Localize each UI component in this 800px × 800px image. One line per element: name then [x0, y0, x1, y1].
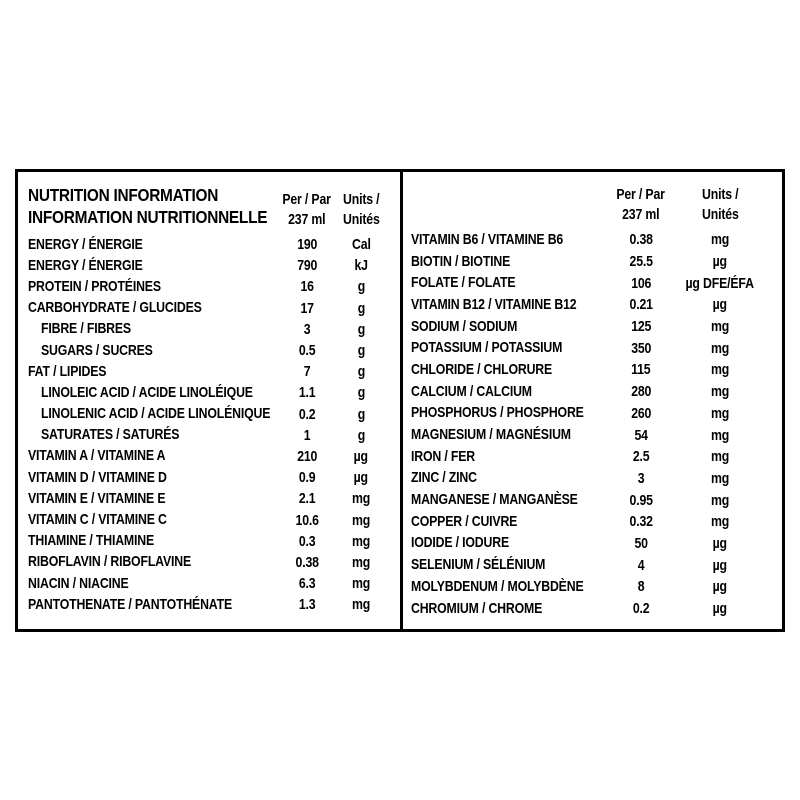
nutrient-row [28, 594, 394, 615]
nutrient-name: VITAMIN D / VITAMINE D [28, 468, 167, 486]
nutrient-unit: g [357, 384, 365, 402]
nutrient-name: VITAMIN C / VITAMINE C [28, 511, 167, 529]
nutrient-unit: mg [710, 404, 730, 422]
nutrient-name: FAT / LIPIDES [28, 362, 107, 380]
nutrient-row [28, 425, 394, 446]
nutrient-row [28, 488, 394, 509]
nutrient-row [411, 337, 776, 359]
nutrient-row [28, 276, 394, 297]
nutrient-name: MANGANESE / MANGANÈSE [411, 491, 578, 509]
nutrient-value: 115 [631, 361, 651, 379]
nutrient-name: ENERGY / ÉNERGIE [28, 235, 143, 253]
nutrient-row [411, 576, 776, 598]
nutrient-row [28, 573, 394, 594]
nutrient-value: 790 [296, 257, 318, 275]
nutrient-row [411, 381, 776, 403]
nutrient-value: 50 [634, 534, 648, 552]
nutrient-name: SELENIUM / SÉLÉNIUM [411, 556, 546, 574]
nutrient-unit: mg [351, 596, 371, 614]
nutrient-unit: mg [710, 361, 730, 379]
nutrient-unit: mg [710, 513, 730, 531]
nutrient-unit: µg [712, 534, 728, 552]
nutrient-row [28, 509, 394, 530]
nutrient-row [28, 234, 394, 255]
nutrient-value: 4 [637, 556, 645, 574]
nutrient-unit: mg [710, 383, 730, 401]
nutrient-unit: mg [710, 448, 730, 466]
nutrient-row [411, 511, 776, 533]
nutrient-name: SUGARS / SUCRES [41, 341, 153, 359]
nutrient-unit: mg [351, 575, 371, 593]
nutrient-row [411, 468, 776, 490]
nutrient-row [28, 319, 394, 340]
nutrient-name: LINOLEIC ACID / ACIDE LINOLÉIQUE [41, 383, 253, 401]
nutrient-unit: g [357, 299, 365, 317]
nutrient-value: 17 [300, 299, 314, 317]
nutrient-unit: g [357, 426, 365, 444]
nutrient-value: 7 [303, 363, 311, 381]
nutrient-name: VITAMIN A / VITAMINE A [28, 447, 166, 465]
nutrient-name: MAGNESIUM / MAGNÉSIUM [411, 426, 571, 444]
nutrient-value: 0.95 [629, 491, 653, 509]
nutrient-row [411, 598, 776, 620]
nutrient-unit: mg [710, 491, 730, 509]
nutrient-row [28, 467, 394, 488]
nutrient-name: IODIDE / IODURE [411, 534, 510, 552]
nutrient-value: 0.5 [298, 342, 316, 360]
nutrient-row [411, 403, 776, 425]
nutrient-value: 1.1 [298, 384, 316, 402]
nutrient-row [411, 359, 776, 381]
nutrient-name: THIAMINE / THIAMINE [28, 532, 155, 550]
nutrient-value: 3 [637, 469, 645, 487]
nutrient-value: 0.38 [295, 553, 319, 571]
nutrient-name: FOLATE / FOLATE [411, 274, 516, 292]
nutrient-name: ENERGY / ÉNERGIE [28, 256, 143, 274]
nutrient-row [411, 229, 776, 251]
nutrient-unit: g [357, 278, 365, 296]
nutrient-name: SATURATES / SATURÉS [41, 426, 180, 444]
nutrient-value: 125 [630, 318, 652, 336]
nutrient-name: BIOTIN / BIOTINE [411, 252, 511, 270]
nutrient-unit: mg [710, 469, 730, 487]
nutrient-value: 0.3 [298, 532, 316, 550]
nutrient-name: SODIUM / SODIUM [411, 317, 518, 335]
label-title [28, 185, 286, 229]
nutrient-value: 8 [637, 578, 645, 596]
nutrient-row [411, 272, 776, 294]
nutrient-name: NIACIN / NIACINE [28, 574, 129, 592]
nutrient-value: 0.32 [629, 513, 653, 531]
nutrient-unit: g [357, 405, 365, 423]
nutrient-row [28, 298, 394, 319]
nutrient-value: 0.21 [629, 296, 653, 314]
nutrient-name: COPPER / CUIVRE [411, 512, 518, 530]
nutrient-unit: g [357, 342, 365, 360]
nutrient-row [411, 294, 776, 316]
nutrient-name: CARBOHYDRATE / GLUCIDES [28, 299, 202, 317]
label-title-empty [411, 185, 618, 224]
nutrient-name: CALCIUM / CALCIUM [411, 382, 532, 400]
nutrition-table-right [400, 172, 782, 629]
nutrient-name: IRON / FER [411, 447, 475, 465]
per-serving-header: Per / Par 237 ml [616, 186, 666, 223]
nutrient-row [411, 446, 776, 468]
nutrient-name: VITAMIN B6 / VITAMINE B6 [411, 230, 564, 248]
nutrient-value: 350 [630, 339, 652, 357]
nutrient-row [28, 552, 394, 573]
nutrient-unit: µg [712, 253, 728, 271]
nutrient-unit: µg [353, 469, 369, 487]
nutrient-unit: kJ [354, 257, 368, 275]
nutrient-value: 3 [303, 320, 311, 338]
nutrient-value: 280 [630, 383, 652, 401]
nutrient-unit: µg [712, 600, 728, 618]
nutrient-name: PANTOTHENATE / PANTOTHÉNATE [28, 595, 233, 613]
units-header: Units / Unités [342, 191, 380, 228]
nutrient-row [28, 531, 394, 552]
table-header-left [28, 185, 394, 229]
nutrient-value: 0.2 [298, 405, 316, 423]
nutrient-rows-left [28, 234, 394, 615]
nutrition-table-left [18, 172, 400, 629]
nutrient-rows-right [411, 229, 776, 619]
nutrient-value: 260 [630, 404, 652, 422]
title-line-en: NUTRITION INFORMATION [28, 185, 219, 205]
nutrient-unit: µg [712, 578, 728, 596]
nutrient-name: CHROMIUM / CHROME [411, 599, 543, 617]
title-line-fr: INFORMATION NUTRITIONNELLE [28, 207, 268, 227]
nutrient-name: FIBRE / FIBRES [41, 320, 131, 338]
nutrient-unit: mg [710, 426, 730, 444]
nutrient-unit: g [357, 363, 365, 381]
nutrient-row [28, 340, 394, 361]
nutrient-name: MOLYBDENUM / MOLYBDÈNE [411, 577, 584, 595]
table-header-right [411, 185, 776, 224]
nutrient-name: RIBOFLAVIN / RIBOFLAVINE [28, 553, 192, 571]
nutrient-name: LINOLENIC ACID / ACIDE LINOLÉNIQUE [41, 405, 271, 423]
nutrient-unit: µg [712, 296, 728, 314]
units-header: Units / Unités [701, 186, 739, 223]
nutrient-value: 10.6 [295, 511, 319, 529]
nutrient-unit: µg DFE/ÉFA [685, 274, 755, 292]
nutrient-row [411, 251, 776, 273]
nutrient-value: 0.2 [632, 600, 650, 618]
nutrient-name: PROTEIN / PROTÉINES [28, 277, 161, 295]
nutrient-value: 6.3 [298, 575, 316, 593]
nutrient-unit: mg [710, 231, 730, 249]
nutrient-value: 16 [300, 278, 314, 296]
nutrient-row [28, 255, 394, 276]
nutrient-unit: mg [351, 553, 371, 571]
nutrient-unit: µg [353, 447, 369, 465]
nutrient-row [28, 382, 394, 403]
nutrient-row [411, 533, 776, 555]
nutrient-value: 0.9 [298, 469, 316, 487]
nutrient-value: 54 [634, 426, 648, 444]
nutrient-row [28, 361, 394, 382]
per-serving-header: Per / Par 237 ml [282, 191, 332, 228]
nutrient-unit: mg [710, 318, 730, 336]
nutrient-value: 106 [630, 274, 652, 292]
nutrient-value: 25.5 [629, 253, 653, 271]
nutrient-row [411, 316, 776, 338]
nutrient-value: 1.3 [298, 596, 316, 614]
nutrient-name: POTASSIUM / POTASSIUM [411, 339, 563, 357]
nutrient-unit: mg [710, 339, 730, 357]
nutrient-name: ZINC / ZINC [411, 469, 477, 487]
nutrient-row [28, 446, 394, 467]
nutrient-value: 1 [303, 426, 311, 444]
nutrient-unit: mg [351, 532, 371, 550]
nutrient-name: VITAMIN E / VITAMINE E [28, 489, 166, 507]
nutrient-row [411, 489, 776, 511]
nutrient-unit: mg [351, 490, 371, 508]
nutrient-value: 210 [296, 447, 318, 465]
nutrient-value: 2.5 [632, 448, 650, 466]
nutrient-value: 0.38 [629, 231, 653, 249]
nutrient-unit: mg [351, 511, 371, 529]
nutrient-row [411, 554, 776, 576]
nutrient-unit: Cal [351, 236, 371, 254]
nutrient-value: 2.1 [298, 490, 316, 508]
nutrient-row [411, 424, 776, 446]
nutrition-facts-panel [15, 169, 785, 632]
nutrient-name: VITAMIN B12 / VITAMINE B12 [411, 295, 577, 313]
nutrient-row [28, 404, 394, 425]
nutrient-name: PHOSPHORUS / PHOSPHORE [411, 404, 584, 422]
nutrient-name: CHLORIDE / CHLORURE [411, 360, 553, 378]
nutrient-unit: µg [712, 556, 728, 574]
nutrient-value: 190 [296, 236, 318, 254]
nutrient-unit: g [357, 320, 365, 338]
